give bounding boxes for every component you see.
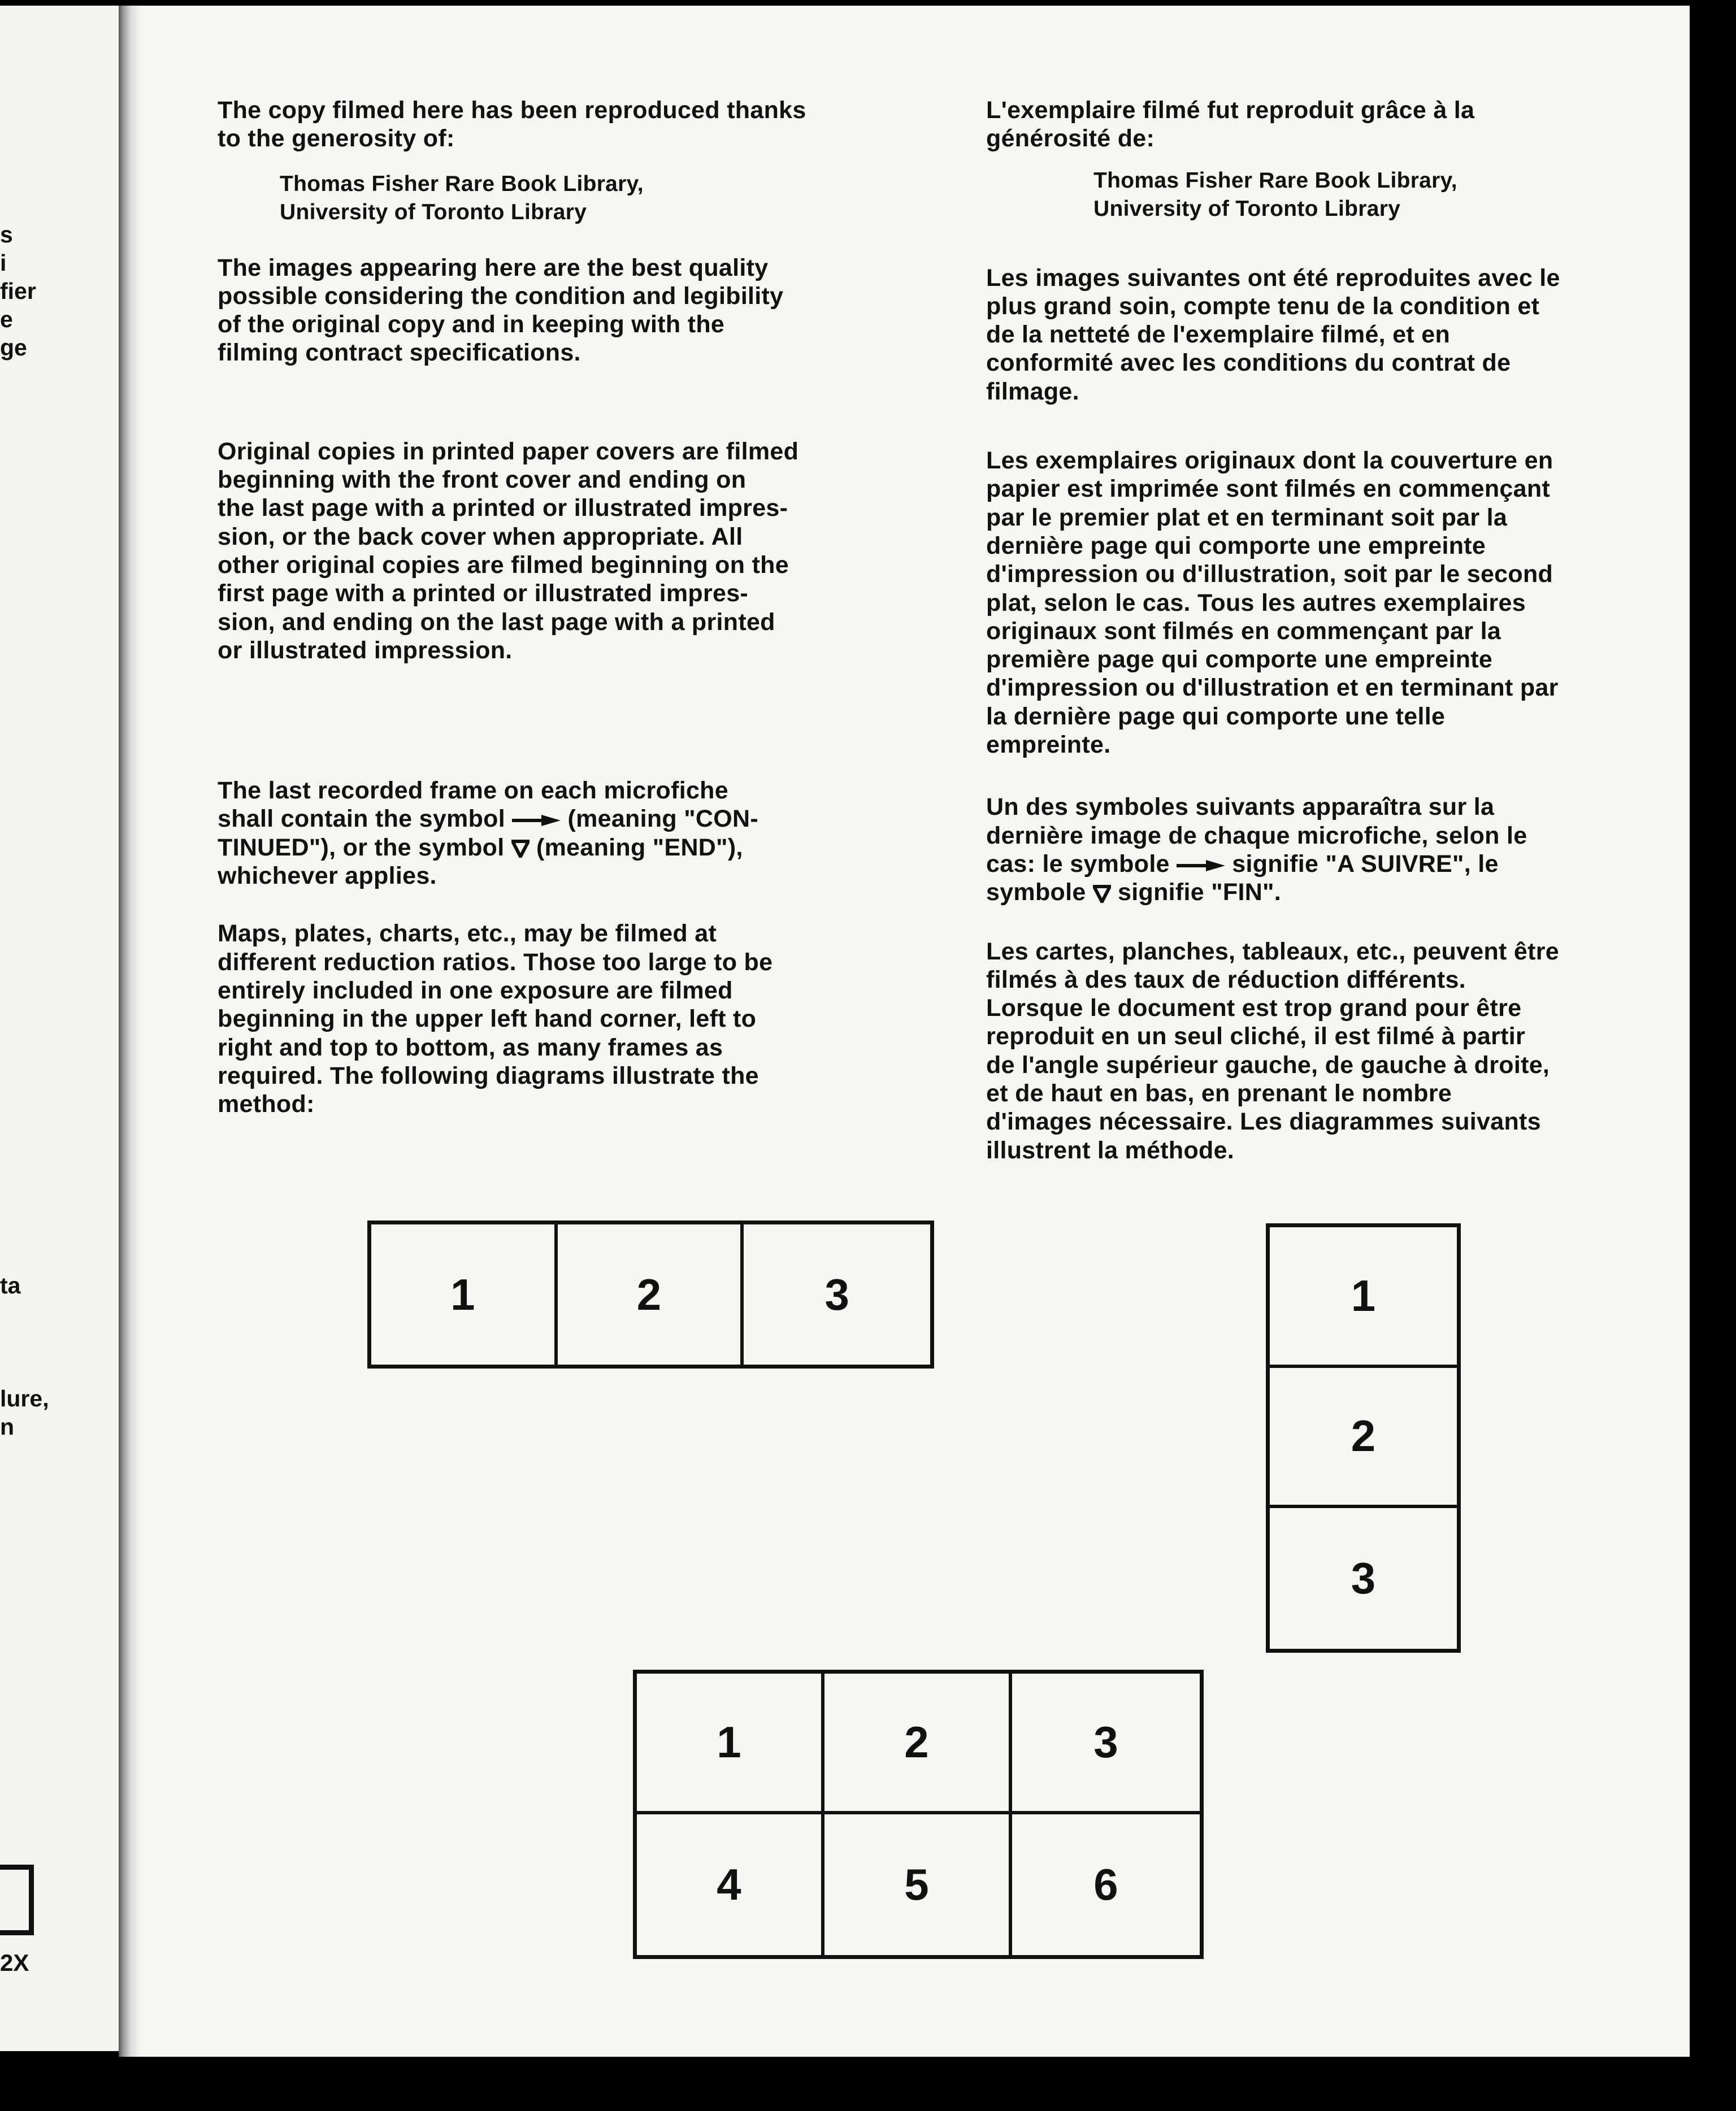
- frame-cell: 6: [1093, 1860, 1118, 1909]
- fragment-line: n: [0, 1414, 15, 1440]
- frame-cell: 1: [637, 1674, 824, 1814]
- frame-cell: 1: [1270, 1227, 1457, 1368]
- grid-frames-diagram: [633, 1670, 1204, 1959]
- vertical-frames-diagram: [1266, 1223, 1461, 1653]
- english-symbol-text-b: (meaning "CON- TINUED"), or the symbol: [218, 805, 758, 861]
- english-column: [218, 96, 850, 1118]
- frame-cell: 2: [824, 1674, 1012, 1814]
- french-maps: Les cartes, planches, tableaux, etc., peuvent être filmés à des taux de réduction différents. Lorsque le document est trop grand pour être reproduit en un seul cliché, il est filmé à partir de l'angle supérieur gauche, de gauche à droite, et de haut en bas, en prenant le nombre d'images nécessaire. Les diagrammes suivants illustrent la méthode.: [986, 937, 1559, 1164]
- scan-border: [0, 2057, 1736, 2111]
- frame-cell: 5: [824, 1814, 1012, 1955]
- frame-cell: 2: [558, 1224, 744, 1365]
- fragment-line: ta: [0, 1272, 21, 1298]
- english-symbol-text-a: The last recorded frame on each microfiche shall contain the symbol: [218, 777, 728, 833]
- fragment-line: fier: [0, 278, 36, 304]
- frame-cell: 2: [1270, 1368, 1457, 1509]
- french-column: [986, 96, 1608, 1165]
- english-maps: Maps, plates, charts, etc., may be filmed at different reduction ratios. Those too large to be entirely included in one exposure are filmed beginning in the upper left hand corner, left to right and top to bottom, as many frames as required. The following diagrams illustrate the method:: [218, 920, 773, 1118]
- down-triangle-icon: [511, 840, 530, 858]
- frame-cell: 3: [824, 1269, 849, 1319]
- frame-cell: 3: [1351, 1553, 1376, 1604]
- english-intro: The copy filmed here has been reproduced thanks to the generosity of:: [218, 97, 806, 153]
- french-symbol-text-b: signifie "A SUIVRE", le symbole: [986, 850, 1499, 906]
- english-covers: Original copies in printed paper covers are filmed beginning with the front cover and ending on the last page with a printed or illustrated impres- sion, or the back cover when appropriate. All other original copies are filmed beginning on the first page with a printed or illustrated impres- sion, and ending on the last page with a printed or illustrated impression.: [218, 437, 799, 664]
- horizontal-frames-diagram: [367, 1220, 934, 1369]
- french-symbol-paragraph: [986, 793, 1608, 906]
- fragment-line: e: [0, 306, 13, 332]
- english-library: Thomas Fisher Rare Book Library, University of Toronto Library: [280, 171, 644, 224]
- right-arrow-icon: [512, 813, 561, 828]
- fragment-line: i: [0, 250, 7, 276]
- english-quality: The images appearing here are the best quality possible considering the condition and legibility of the original copy and in keeping with the filming contract specifications.: [218, 254, 784, 367]
- frame-cell: 3: [1012, 1674, 1200, 1814]
- adjacent-page: [0, 6, 130, 2051]
- frame-cell: 1: [371, 1224, 558, 1365]
- fragment-2x: 2X: [0, 1949, 29, 1976]
- right-arrow-icon: [1177, 858, 1225, 873]
- english-symbol-paragraph: [218, 776, 850, 890]
- french-symbol-text-c: signifie "FIN".: [1110, 879, 1282, 906]
- fragment-line: ge: [0, 335, 27, 360]
- frame-cell: 4: [637, 1814, 824, 1955]
- french-quality: Les images suivantes ont été reproduites avec le plus grand soin, compte tenu de la condition et de la netteté de l'exemplaire filmé, et en conformité avec les conditions du contrat de filmage.: [986, 264, 1560, 405]
- down-triangle-icon: [1093, 885, 1111, 903]
- fragment-line: lure,: [0, 1385, 49, 1411]
- french-intro: L'exemplaire filmé fut reproduit grâce à la générosité de:: [986, 97, 1475, 153]
- french-library: Thomas Fisher Rare Book Library, University of Toronto Library: [1093, 168, 1457, 221]
- english-symbol-text-c: (meaning "END"), whichever applies.: [218, 833, 743, 890]
- french-symbol-text-a: Un des symboles suivants apparaîtra sur la dernière image de chaque microfiche, selon le cas: le symbole: [986, 793, 1527, 878]
- fragment-box: [0, 1865, 34, 1935]
- fragment-line: s: [0, 221, 13, 247]
- french-covers: Les exemplaires originaux dont la couverture en papier est imprimée sont filmés en commençant par le premier plat et en terminant soit par la dernière page qui comporte une empreinte d'impression ou d'illustration, soit par le second plat, selon le cas. Tous les autres exemplaires originaux sont filmés en commençant par la première page qui comporte une empreinte d'impression ou d'illustration et en terminant par la dernière page qui comporte une telle empreinte.: [986, 447, 1559, 759]
- binding-shadow: [119, 6, 141, 2057]
